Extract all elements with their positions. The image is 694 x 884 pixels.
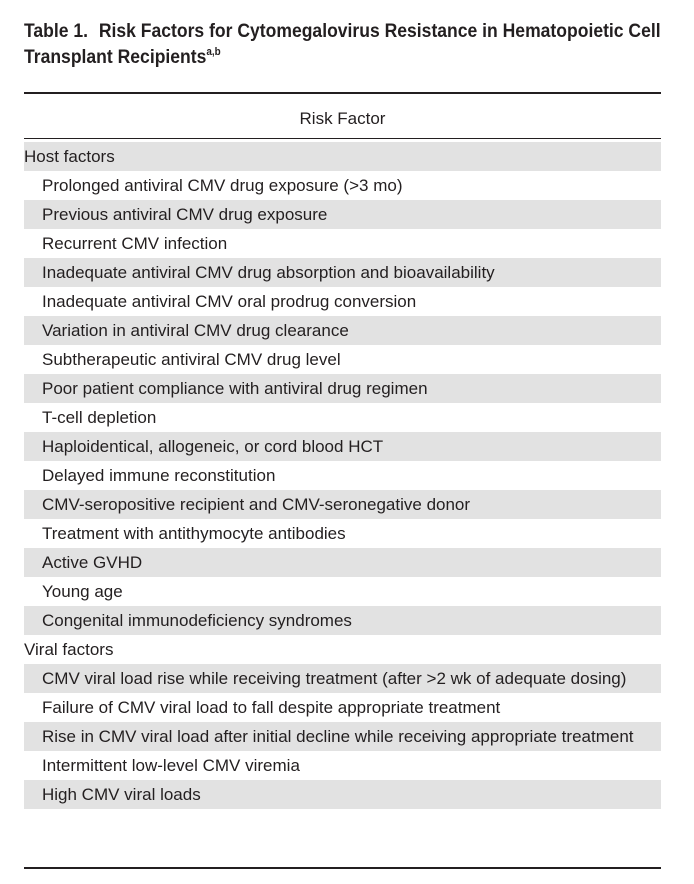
table-row: Delayed immune reconstitution xyxy=(42,466,276,485)
table-row: Inadequate antiviral CMV oral prodrug conversion xyxy=(42,292,417,311)
table-row: Failure of CMV viral load to fall despite appropriate treatment xyxy=(42,698,501,717)
section-header-host: Host factors xyxy=(24,142,661,171)
table-row: CMV-seropositive recipient and CMV-seronegative donor xyxy=(24,490,661,519)
header-rule xyxy=(24,138,661,139)
table-row: CMV viral load rise while receiving treatment (after >2 wk of adequate dosing) xyxy=(24,664,661,693)
table-body xyxy=(24,142,661,809)
table-row: Congenital immunodeficiency syndromes xyxy=(24,606,661,635)
table-row: Intermittent low-level CMV viremia xyxy=(42,756,300,775)
table-row: Variation in antiviral CMV drug clearance xyxy=(24,316,661,345)
table-row: Inadequate antiviral CMV drug absorption and bioavailability xyxy=(24,258,661,287)
table-row: Young age xyxy=(42,582,123,601)
table-row: Previous antiviral CMV drug exposure xyxy=(24,200,661,229)
table-title: Risk Factors for Cytomegalovirus Resistance in Hematopoietic Cell Transplant Recipients xyxy=(24,20,661,68)
table-number: Table 1. xyxy=(24,20,89,42)
table-row: Active GVHD xyxy=(24,548,661,577)
footnote-marks: a,b xyxy=(206,46,221,58)
table-caption xyxy=(24,18,674,70)
column-header: Risk Factor xyxy=(299,109,386,128)
table-top-rule xyxy=(24,92,661,94)
table-row: Treatment with antithymocyte antibodies xyxy=(42,524,346,543)
table-row: Poor patient compliance with antiviral drug regimen xyxy=(24,374,661,403)
table-row: Haploidentical, allogeneic, or cord blood HCT xyxy=(24,432,661,461)
table-row: T-cell depletion xyxy=(42,408,157,427)
table-row: Recurrent CMV infection xyxy=(42,234,228,253)
table-row: Prolonged antiviral CMV drug exposure (>3 mo) xyxy=(42,176,403,195)
table-bottom-rule xyxy=(24,867,661,869)
table-row: High CMV viral loads xyxy=(24,780,661,809)
section-header-viral: Viral factors xyxy=(24,640,114,659)
table-row: Subtherapeutic antiviral CMV drug level xyxy=(42,350,341,369)
table-row: Rise in CMV viral load after initial decline while receiving appropriate treatment xyxy=(24,722,661,751)
